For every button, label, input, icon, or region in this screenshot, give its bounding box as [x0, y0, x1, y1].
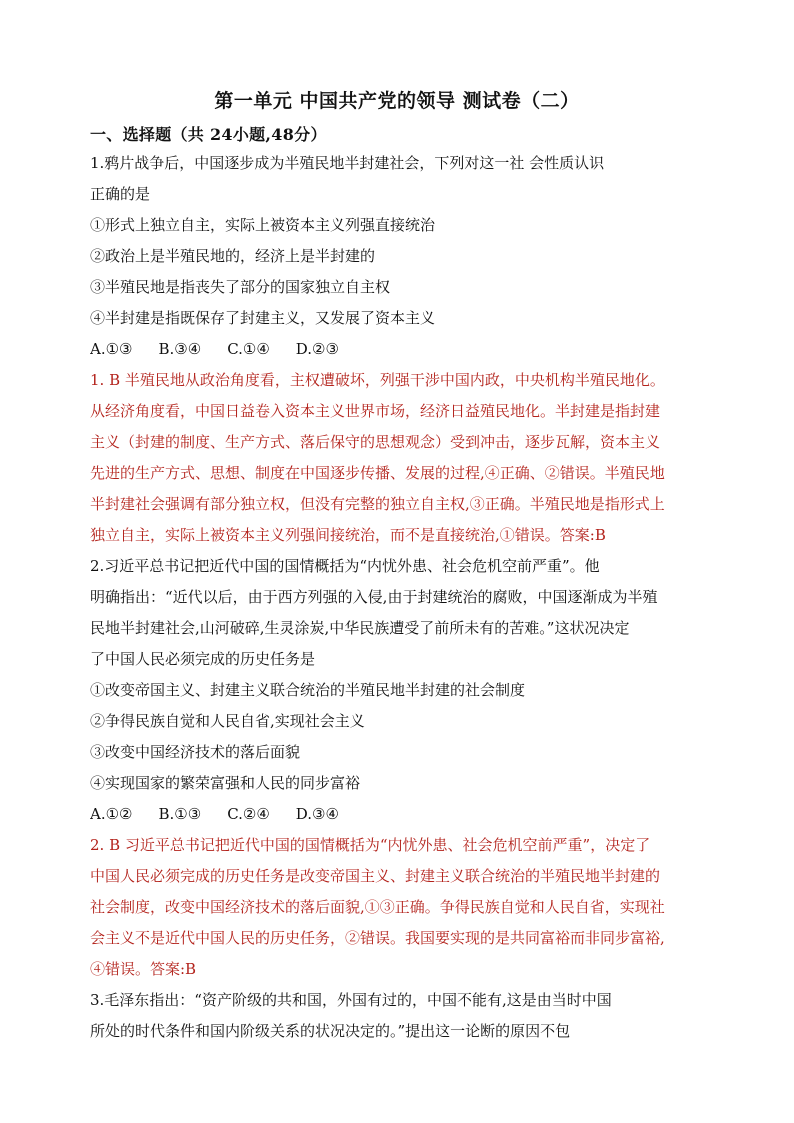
statement-1: ①改变帝国主义、封建主义联合统治的半殖民地半封建的社会制度 [90, 681, 526, 699]
statement-4: ④实现国家的繁荣富强和人民的同步富裕 [90, 774, 361, 792]
option-d: D.②③ [295, 340, 339, 358]
option-b: B.①③ [158, 805, 202, 823]
answer-explanation-line: ④错误。答案:B [90, 960, 197, 978]
section-heading: 一、选择题（共 24小题,48分） [90, 125, 327, 144]
answer-explanation-line: 主义（封建的制度、生产方式、落后保守的思想观念）受到冲击，逐步瓦解，资本主义 [90, 433, 661, 451]
document-content [90, 148, 706, 1047]
statement-3: ③改变中国经济技术的落后面貌 [90, 743, 301, 761]
option-c: C.①④ [227, 340, 270, 358]
question-3 [90, 985, 706, 1047]
answer-explanation-line: 半封建社会强调有部分独立权，但没有完整的独立自主权,③正确。半殖民地是指形式上 [90, 495, 665, 513]
question-stem-line: 3.毛泽东指出：“资产阶级的共和国，外国有过的，中国不能有,这是由当时中国 [90, 991, 612, 1009]
answer-explanation-line: 先进的生产方式、思想、制度在中国逐步传播、发展的过程,④正确、②错误。半殖民地 [90, 464, 665, 482]
question-stem-line: 正确的是 [90, 185, 151, 203]
question-stem-line: 所处的时代条件和国内阶级关系的状况决定的。”提出这一论断的原因不包 [90, 1022, 571, 1040]
answer-explanation-line: 社会制度，改变中国经济技术的落后面貌,①③正确。争得民族自觉和人民自省，实现社 [90, 898, 665, 916]
question-stem-line: 1.鸦片战争后，中国逐步成为半殖民地半封建社会，下列对这一社 会性质认识 [90, 154, 605, 172]
answer-explanation-line: 从经济角度看，中国日益卷入资本主义世界市场，经济日益殖民地化。半封建是指封建 [90, 402, 661, 420]
statement-4: ④半封建是指既保存了封建主义，又发展了资本主义 [90, 309, 436, 327]
option-a: A.①③ [90, 340, 133, 358]
answer-explanation-line: 1. B 半殖民地从政治角度看，主权遭破坏，列强干涉中国内政，中央机构半殖民地化。 [90, 371, 665, 389]
answer-explanation-line: 会主义不是近代中国人民的历史任务，②错误。我国要实现的是共同富裕而非同步富裕, [90, 929, 665, 947]
question-stem-line: 2.习近平总书记把近代中国的国情概括为“内忧外患、社会危机空前严重”。他 [90, 557, 600, 575]
statement-3: ③半殖民地是指丧失了部分的国家独立自主权 [90, 278, 391, 296]
question-stem-line: 了中国人民必须完成的历史任务是 [90, 650, 316, 668]
question-stem-line: 明确指出：“近代以后，由于西方列强的入侵,由于封建统治的腐败，中国逐渐成为半殖 [90, 588, 658, 606]
statement-2: ②争得民族自觉和人民自省,实现社会主义 [90, 712, 365, 730]
question-2 [90, 551, 706, 985]
question-stem-line: 民地半封建社会,山河破碎,生灵涂炭,中华民族遭受了前所未有的苦难。”这状况决定 [90, 619, 630, 637]
answer-explanation-line: 独立自主，实际上被资本主义列强间接统治，而不是直接统治,①错误。答案:B [90, 526, 606, 544]
answer-options [90, 334, 706, 365]
statement-2: ②政治上是半殖民地的，经济上是半封建的 [90, 247, 376, 265]
answer-explanation-line: 2. B 习近平总书记把近代中国的国情概括为“内忧外患、社会危机空前严重”，决定了 [90, 836, 651, 854]
answer-explanation-line: 中国人民必须完成的历史任务是改变帝国主义、封建主义联合统治的半殖民地半封建的 [90, 867, 661, 885]
question-1 [90, 148, 706, 551]
option-c: C.②④ [227, 805, 270, 823]
option-a: A.①② [90, 805, 133, 823]
option-b: B.③④ [158, 340, 202, 358]
statement-1: ①形式上独立自主，实际上被资本主义列强直接统治 [90, 216, 436, 234]
option-d: D.③④ [295, 805, 339, 823]
answer-options [90, 799, 706, 830]
document-title: 第一单元 中国共产党的领导 测试卷（二） [214, 90, 580, 112]
